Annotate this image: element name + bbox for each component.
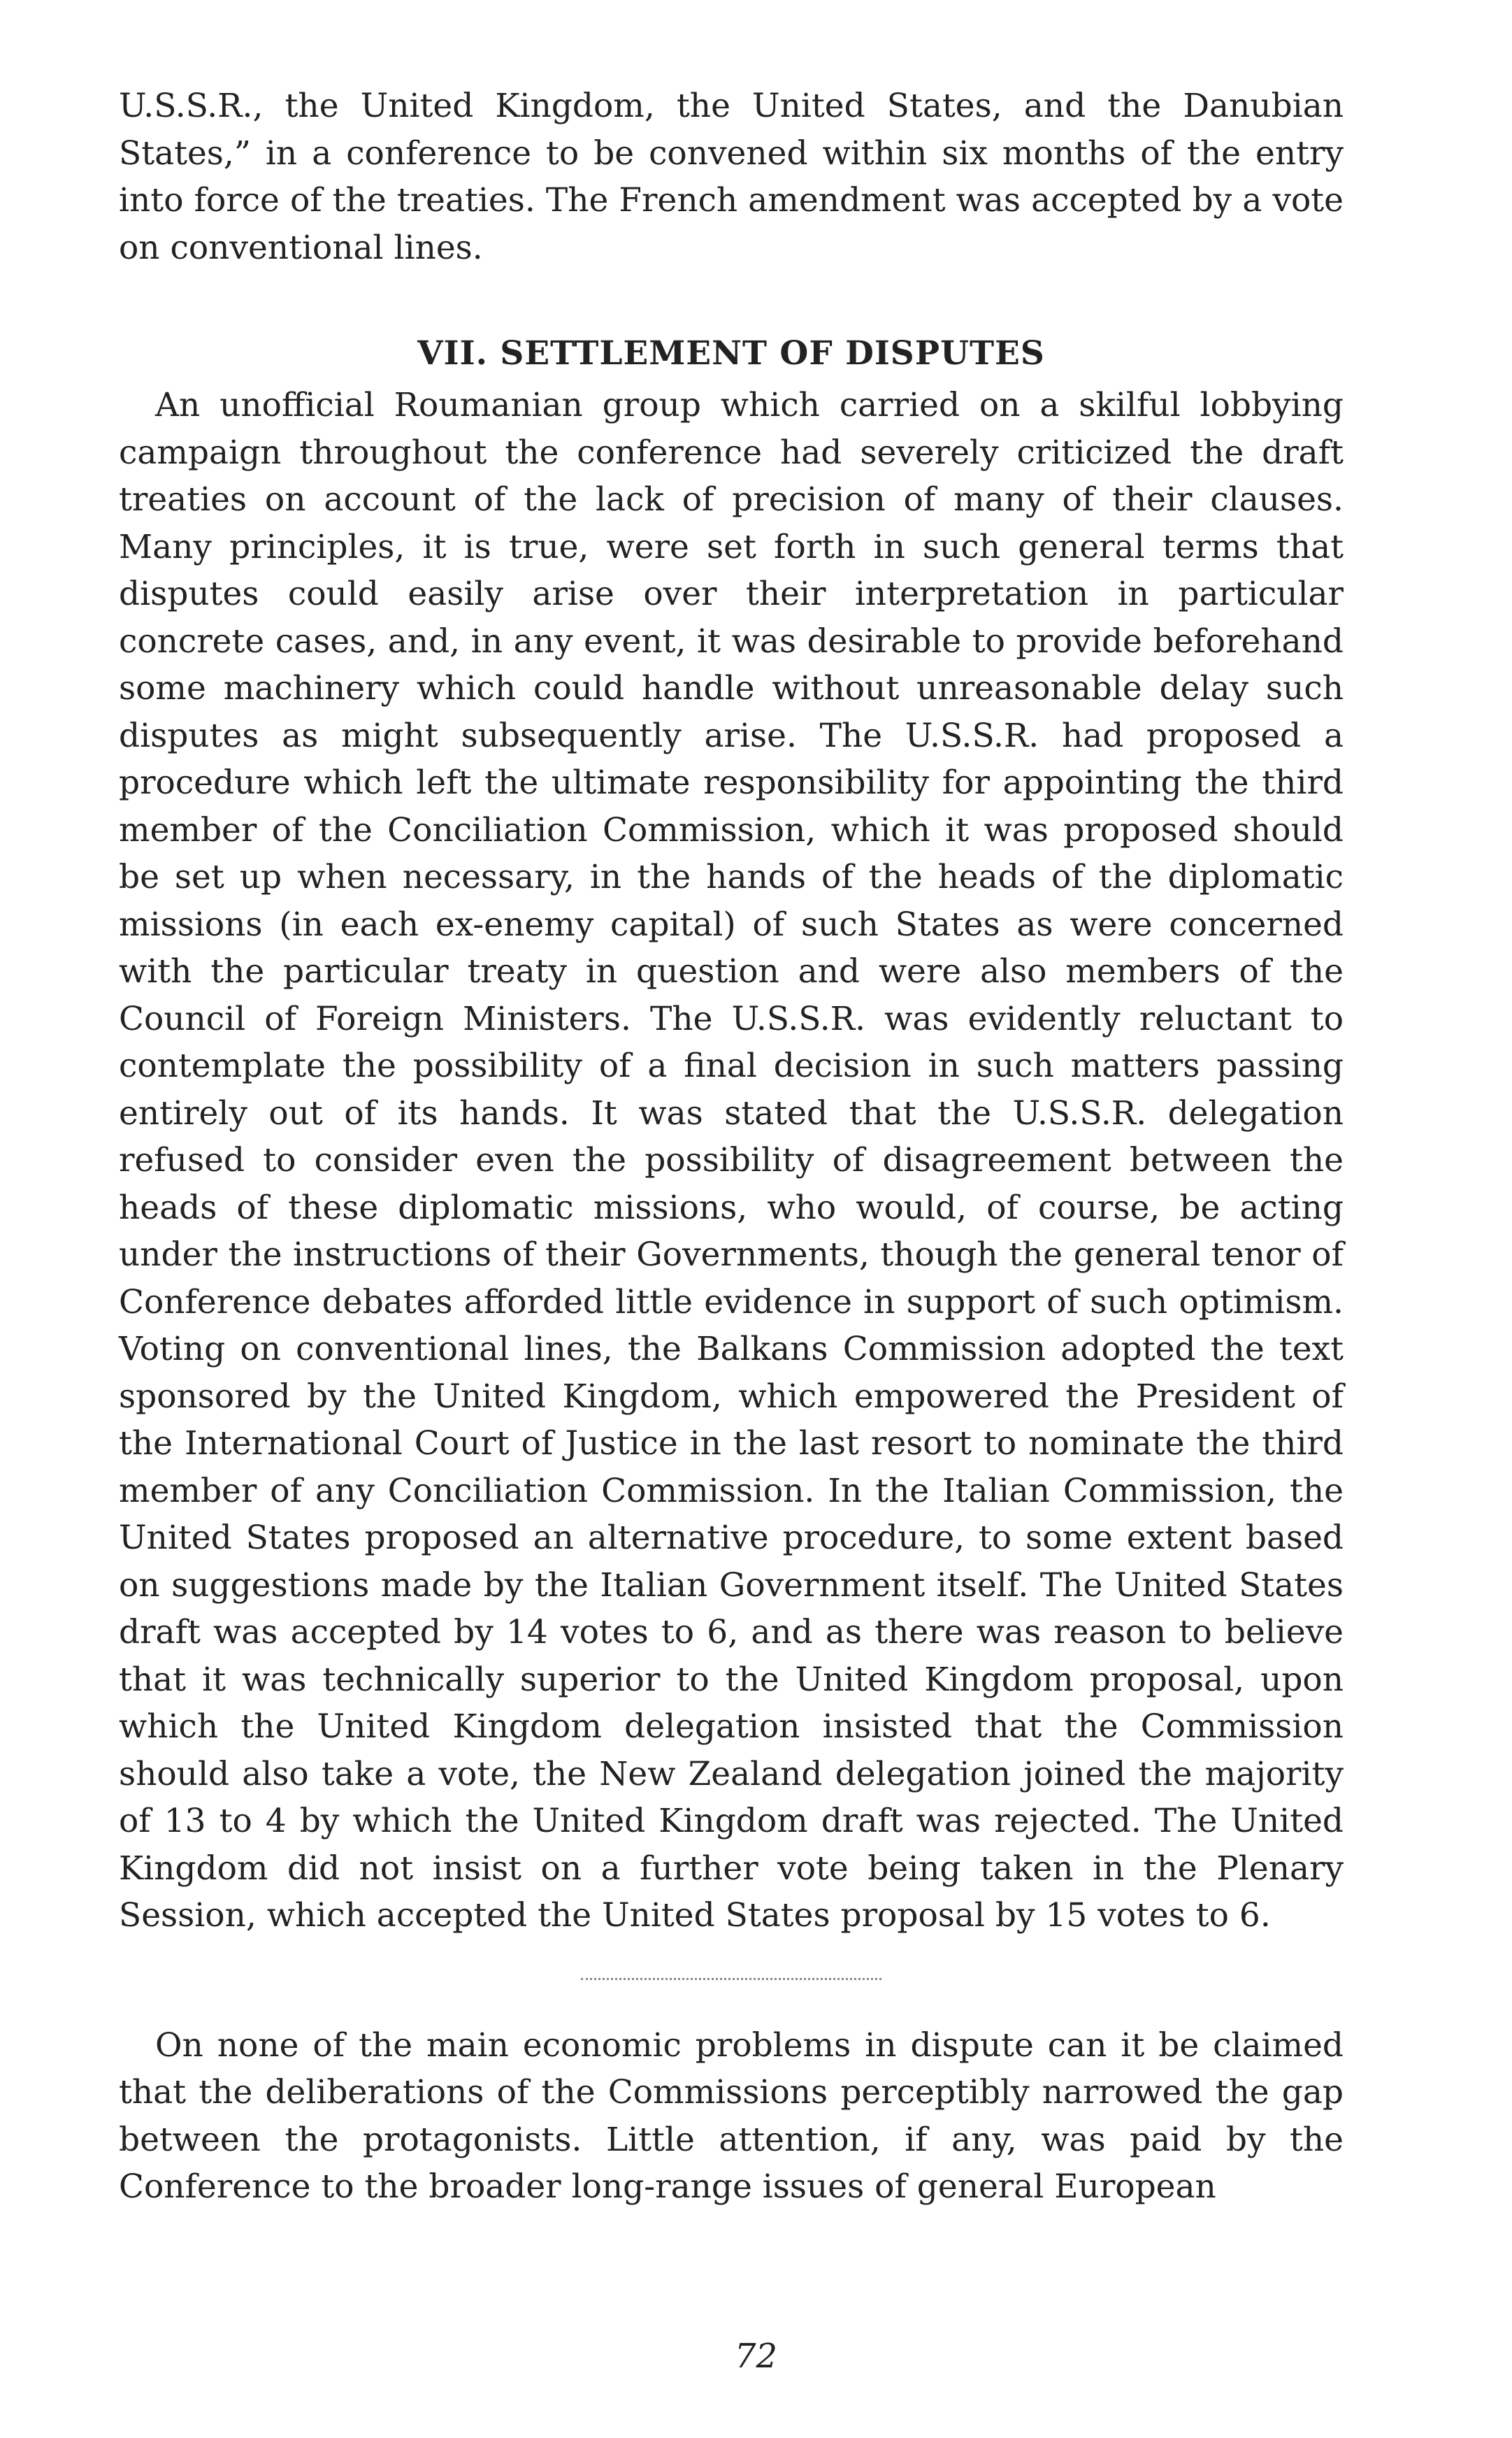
economic-paragraph: On none of the main economic problems in dispute can it be claimed that the deliberations of the Commissions perceptibly narrowed the gap between the protagonists. Little attention, if any, was paid by the Conference to the broader long-range issues of general European: [119, 2025, 1344, 2206]
continuation-paragraph: U.S.S.R., the United Kingdom, the United States, and the Danubian States,” in a conference to be convened within six months of the entry into force of the treaties. The French amendment was accepted by a vote on conventional lines.: [119, 87, 1344, 267]
section-heading: VII. SETTLEMENT OF DISPUTES: [417, 334, 1045, 373]
page-number: 72: [734, 2337, 778, 2376]
disputes-paragraph: An unofficial Roumanian group which carried on a skilful lobbying campaign throughout the conference had severely criticized the draft treaties on account of the lack of precision of many of their clauses. Many principles, it is true, were set forth in such general terms that disputes could easily arise over their interpretation in particular concrete cases, and, in any event, it was desirable to provide beforehand some machinery which could handle without unreasonable delay such disputes as might subsequently arise. The U.S.S.R. had proposed a procedure which left the ultimate responsibility for appointing the third member of the Conciliation Commission, which it was proposed should be set up when necessary, in the hands of the heads of the diplomatic missions (in each ex-enemy capital) of such States as were concerned with the particular treaty in question and were also members of the Council of Foreign Ministers. The U.S.S.R. was evidently reluctant to contemplate the possibility of a final decision in such matters passing entirely out of its hands. It was stated that the U.S.S.R. delegation refused to consider even the possibility of disagreement between the heads of these diplomatic missions, who would, of course, be acting under the instructions of their Governments, though the general tenor of Conference debates afforded little evidence in support of such optimism. Voting on conventional lines, the Balkans Commission adopted the text sponsored by the United Kingdom, which empowered the President of the International Court of Justice in the last resort to nominate the third member of any Conciliation Commission. In the Italian Commission, the United States proposed an alternative procedure, to some extent based on suggestions made by the Italian Government itself. The United States draft was accepted by 14 votes to 6, and as there was reason to believe that it was technically superior to the United Kingdom proposal, upon which the United Kingdom delegation insisted that the Commission should also take a vote, the New Zealand delegation joined the majority of 13 to 4 by which the United Kingdom draft was rejected. The United Kingdom did not insist on a further vote being taken in the Plenary Session, which accepted the United States proposal by 15 votes to 6.: [119, 386, 1344, 1935]
section-divider: [581, 1978, 881, 1980]
page-body: [119, 83, 1344, 2211]
